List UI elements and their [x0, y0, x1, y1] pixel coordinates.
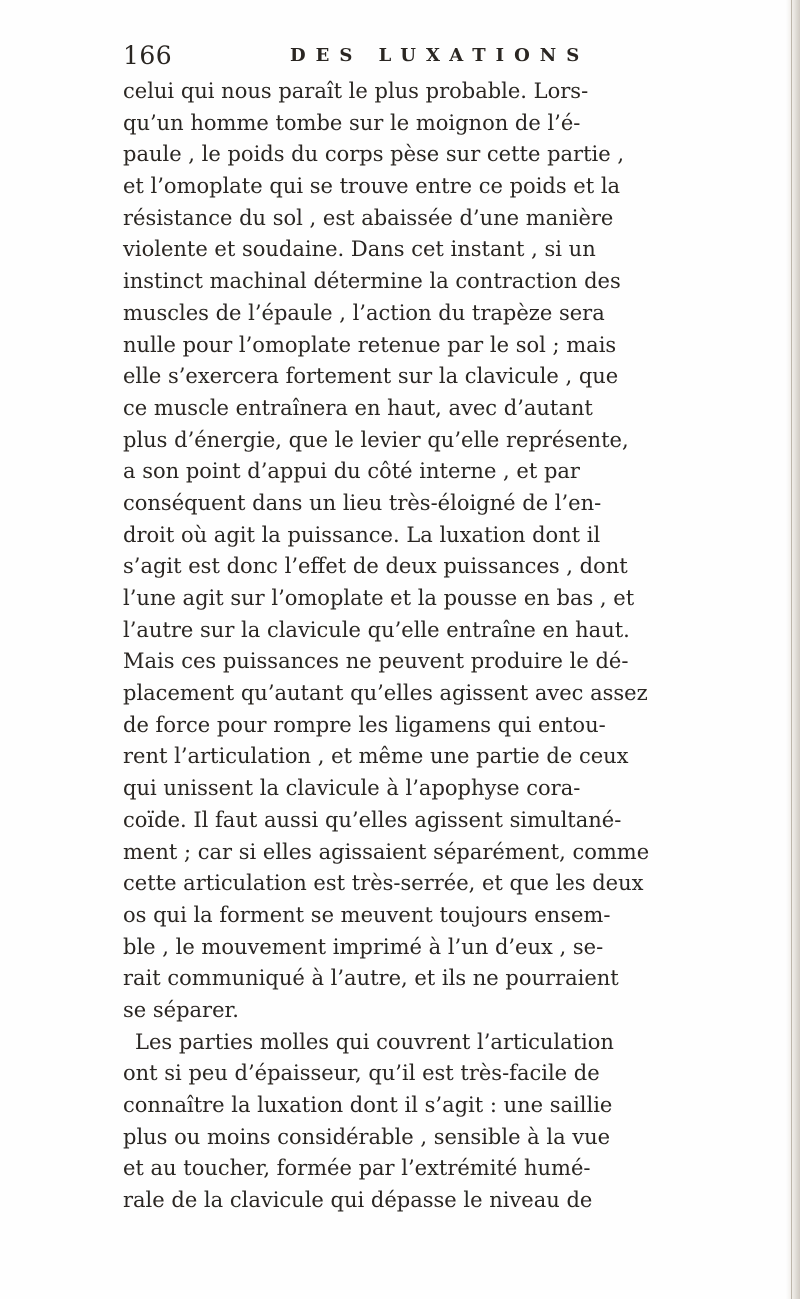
- text-line: coïde. Il faut aussi qu’elles agissent simultané-: [123, 807, 622, 832]
- text-line: plus ou moins considérable , sensible à la vue: [123, 1124, 611, 1149]
- page-edge-line: [791, 0, 792, 1299]
- text-line: celui qui nous paraît le plus probable. Lors-: [123, 79, 589, 103]
- text-line: résistance du sol , est abaissée d’une manière: [123, 205, 614, 230]
- text-line: se séparer.: [123, 997, 239, 1022]
- text-line: nulle pour l’omoplate retenue par le sol ; mais: [123, 332, 617, 357]
- text-line: de force pour rompre les ligamens qui entou-: [123, 712, 606, 737]
- text-line: elle s’exercera fortement sur la clavicule , que: [123, 364, 619, 389]
- text-line: cette articulation est très-serrée, et que les deux: [123, 871, 644, 896]
- text-line: l’une agit sur l’omoplate et la pousse en bas , et: [123, 586, 635, 610]
- page-number: 166: [123, 41, 173, 70]
- text-line: plus d’énergie, que le levier qu’elle représente,: [123, 427, 629, 452]
- body-text: [123, 76, 769, 1217]
- running-title: DES LUXATIONS: [290, 45, 590, 66]
- text-line: violente et soudaine. Dans cet instant , si un: [123, 237, 596, 262]
- text-line: ce muscle entraînera en haut, avec d’autant: [123, 395, 593, 420]
- text-line: muscles de l’épaule , l’action du trapèze sera: [123, 300, 605, 325]
- text-line: ment ; car si elles agissaient séparément, comme: [123, 839, 650, 864]
- text-line: instinct machinal détermine la contraction des: [123, 269, 621, 294]
- text-line: connaître la luxation dont il s’agit : une saillie: [123, 1093, 613, 1117]
- text-line: droit où agit la puissance. La luxation dont il: [123, 522, 601, 547]
- text-line: qu’un homme tombe sur le moignon de l’é-: [123, 110, 581, 135]
- text-line: rait communiqué à l’autre, et ils ne pourraient: [123, 966, 619, 991]
- text-line: rale de la clavicule qui dépasse le niveau de: [123, 1188, 593, 1213]
- text-line: qui unissent la clavicule à l’apophyse cora-: [123, 776, 581, 801]
- text-line: paule , le poids du corps pèse sur cette partie ,: [123, 142, 625, 167]
- text-line: ont si peu d’épaisseur, qu’il est très-facile de: [123, 1061, 600, 1086]
- text-line: conséquent dans un lieu très-éloigné de l’en-: [123, 490, 602, 515]
- text-line: a son point d’appui du côté interne , et par: [123, 459, 580, 484]
- text-line: rent l’articulation , et même une partie de ceux: [123, 744, 629, 769]
- text-line: Mais ces puissances ne peuvent produire le dé-: [123, 649, 629, 674]
- text-line: et au toucher, formée par l’extrémité humé-: [123, 1156, 591, 1181]
- text-line: l’autre sur la clavicule qu’elle entraîne en haut.: [123, 617, 630, 642]
- text-line: s’agit est donc l’effet de deux puissances , dont: [123, 554, 628, 579]
- text-line: os qui la forment se meuvent toujours ensem-: [123, 902, 611, 927]
- text-line: placement qu’autant qu’elles agissent avec assez: [123, 681, 648, 706]
- text-line: ble , le mouvement imprimé à l’un d’eux , se-: [123, 934, 604, 959]
- text-line: et l’omoplate qui se trouve entre ce poids et la: [123, 174, 621, 199]
- page-edge-shadow: [786, 0, 800, 1299]
- page-header: [123, 38, 763, 74]
- paragraph-start-line: Les parties molles qui couvrent l’articulation: [135, 1029, 614, 1054]
